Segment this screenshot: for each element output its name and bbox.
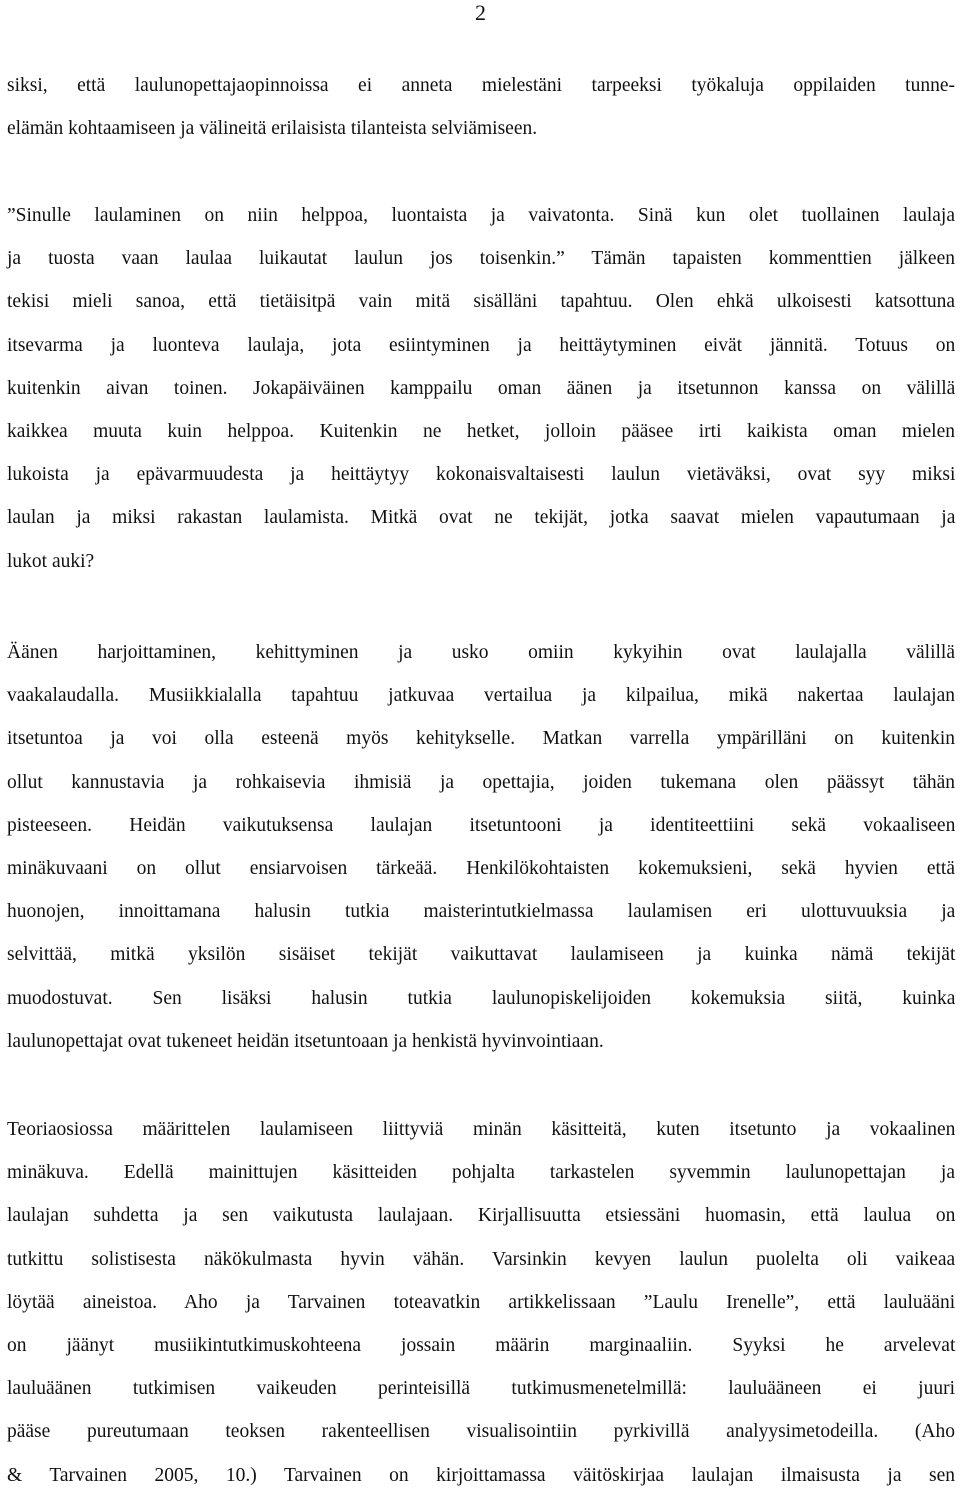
paragraph-line: itsetuntoa ja voi olla esteenä myös kehitykselle. Matkan varrella ympärilläni on kuitenkin: [7, 728, 955, 750]
paragraph-line: löytää aineistoa. Aho ja Tarvainen toteavatkin artikkelissaan ”Laulu Irenelle”, että lauluääni: [7, 1291, 956, 1313]
paragraph-line: Äänen harjoittaminen, kehittyminen ja usko omiin kykyihin ovat laulajalla välillä: [7, 642, 955, 663]
paragraph-line: ”Sinulle laulaminen on niin helppoa, luontaista ja vaivatonta. Sinä kun olet tuollainen laulaja: [7, 205, 955, 226]
paragraph-line: huonojen, innoittamana halusin tutkia maisterintutkielmassa laulamisen eri ulottuvuuksia ja: [7, 901, 956, 923]
paragraph-line: muodostuvat. Sen lisäksi halusin tutkia laulunopiskelijoiden kokemuksia siitä, kuinka: [7, 987, 956, 1009]
paragraph-line: kaikkea muuta kuin helppoa. Kuitenkin ne hetket, jolloin pääsee irti kaikista oman mielen: [7, 421, 955, 443]
paragraph-line: laulunopettajat ovat tukeneet heidän itsetuntoaan ja henkistä hyvinvointiaan.: [7, 1030, 604, 1052]
paragraph-line: ollut kannustavia ja rohkaisevia ihmisiä ja opettajia, joiden tukemana olen päässyt tähän: [7, 771, 955, 793]
paragraph-line: selvittää, mitkä yksilön sisäiset tekijät vaikuttavat laulamiseen ja kuinka nämä tekijät: [7, 944, 956, 966]
paragraph-line: on jäänyt musiikintutkimuskohteena jossain määrin marginaaliin. Syyksi he arvelevat: [7, 1335, 956, 1357]
paragraph-line: kuitenkin aivan toinen. Jokapäiväinen kamppailu oman äänen ja itsetunnon kanssa on välillä: [7, 377, 956, 399]
paragraph-line: itsevarma ja luonteva laulaja, jota esiintyminen ja heittäytyminen eivät jännitä. Totuus on: [7, 334, 956, 356]
paragraph-line: lukot auki?: [7, 550, 95, 572]
paragraph-1: [7, 64, 955, 150]
paragraph-line: laulajan suhdetta ja sen vaikutusta laulajaan. Kirjallisuutta etsiessäni huomasin, että laulua on: [7, 1205, 956, 1227]
paragraph-line: ja tuosta vaan laulaa luikautat laulun jos toisenkin.” Tämän tapaisten kommenttien jälkeen: [7, 248, 955, 270]
paragraph-line: elämän kohtaamiseen ja välineitä erilaisista tilanteista selviämiseen.: [7, 118, 538, 140]
paragraph-line: pisteeseen. Heidän vaikutuksensa laulajan itsetuntooni ja identiteettiini sekä vokaaliseen: [7, 814, 956, 836]
paragraph-line: lauluäänen tutkimisen vaikeuden perinteisillä tutkimusmenetelmillä: lauluääneen ei juuri: [7, 1378, 955, 1400]
paragraph-line: tutkittu solistisesta näkökulmasta hyvin vähän. Varsinkin kevyen laulun puolelta oli vaikeaa: [7, 1248, 956, 1270]
page-number: 2: [475, 0, 486, 25]
paragraph-line: siksi, että laulunopettajaopinnoissa ei anneta mielestäni tarpeeksi työkaluja oppilaiden tunne-: [7, 75, 955, 96]
paragraph-line: minäkuvaani on ollut ensiarvoisen tärkeää. Henkilökohtaisten kokemuksieni, sekä hyvien että: [7, 858, 955, 880]
paragraph-line: minäkuva. Edellä mainittujen käsitteiden pohjalta tarkastelen syvemmin laulunopettajan ja: [7, 1162, 955, 1184]
paragraph-line: laulan ja miksi rakastan laulamista. Mitkä ovat ne tekijät, jotka saavat mielen vapautumaan ja: [7, 507, 956, 529]
paragraph-2: [7, 194, 955, 583]
paragraph-4: [7, 1108, 955, 1497]
paragraph-3: [7, 631, 955, 1063]
paragraph-line: vaakalaudalla. Musiikkialalla tapahtuu jatkuvaa vertailua ja kilpailua, mikä nakertaa laulajan: [7, 685, 955, 707]
paragraph-line: pääse pureutumaan teoksen rakenteellisen visualisointiin pyrkivillä analyysimetodeilla. (Aho: [7, 1421, 955, 1443]
paragraph-line: tekisi mieli sanoa, että tietäisitpä vain mitä sisälläni tapahtuu. Olen ehkä ulkoisesti katsottuna: [7, 291, 955, 313]
paragraph-line: & Tarvainen 2005, 10.) Tarvainen on kirjoittamassa väitöskirjaa laulajan ilmaisusta ja sen: [7, 1464, 955, 1486]
paragraph-line: Teoriaosiossa määrittelen laulamiseen liittyviä minän käsitteitä, kuten itsetunto ja vokaalinen: [7, 1119, 956, 1140]
paragraph-line: lukoista ja epävarmuudesta ja heittäytyy kokonaisvaltaisesti laulun vietäväksi, ovat syy miksi: [7, 464, 956, 486]
